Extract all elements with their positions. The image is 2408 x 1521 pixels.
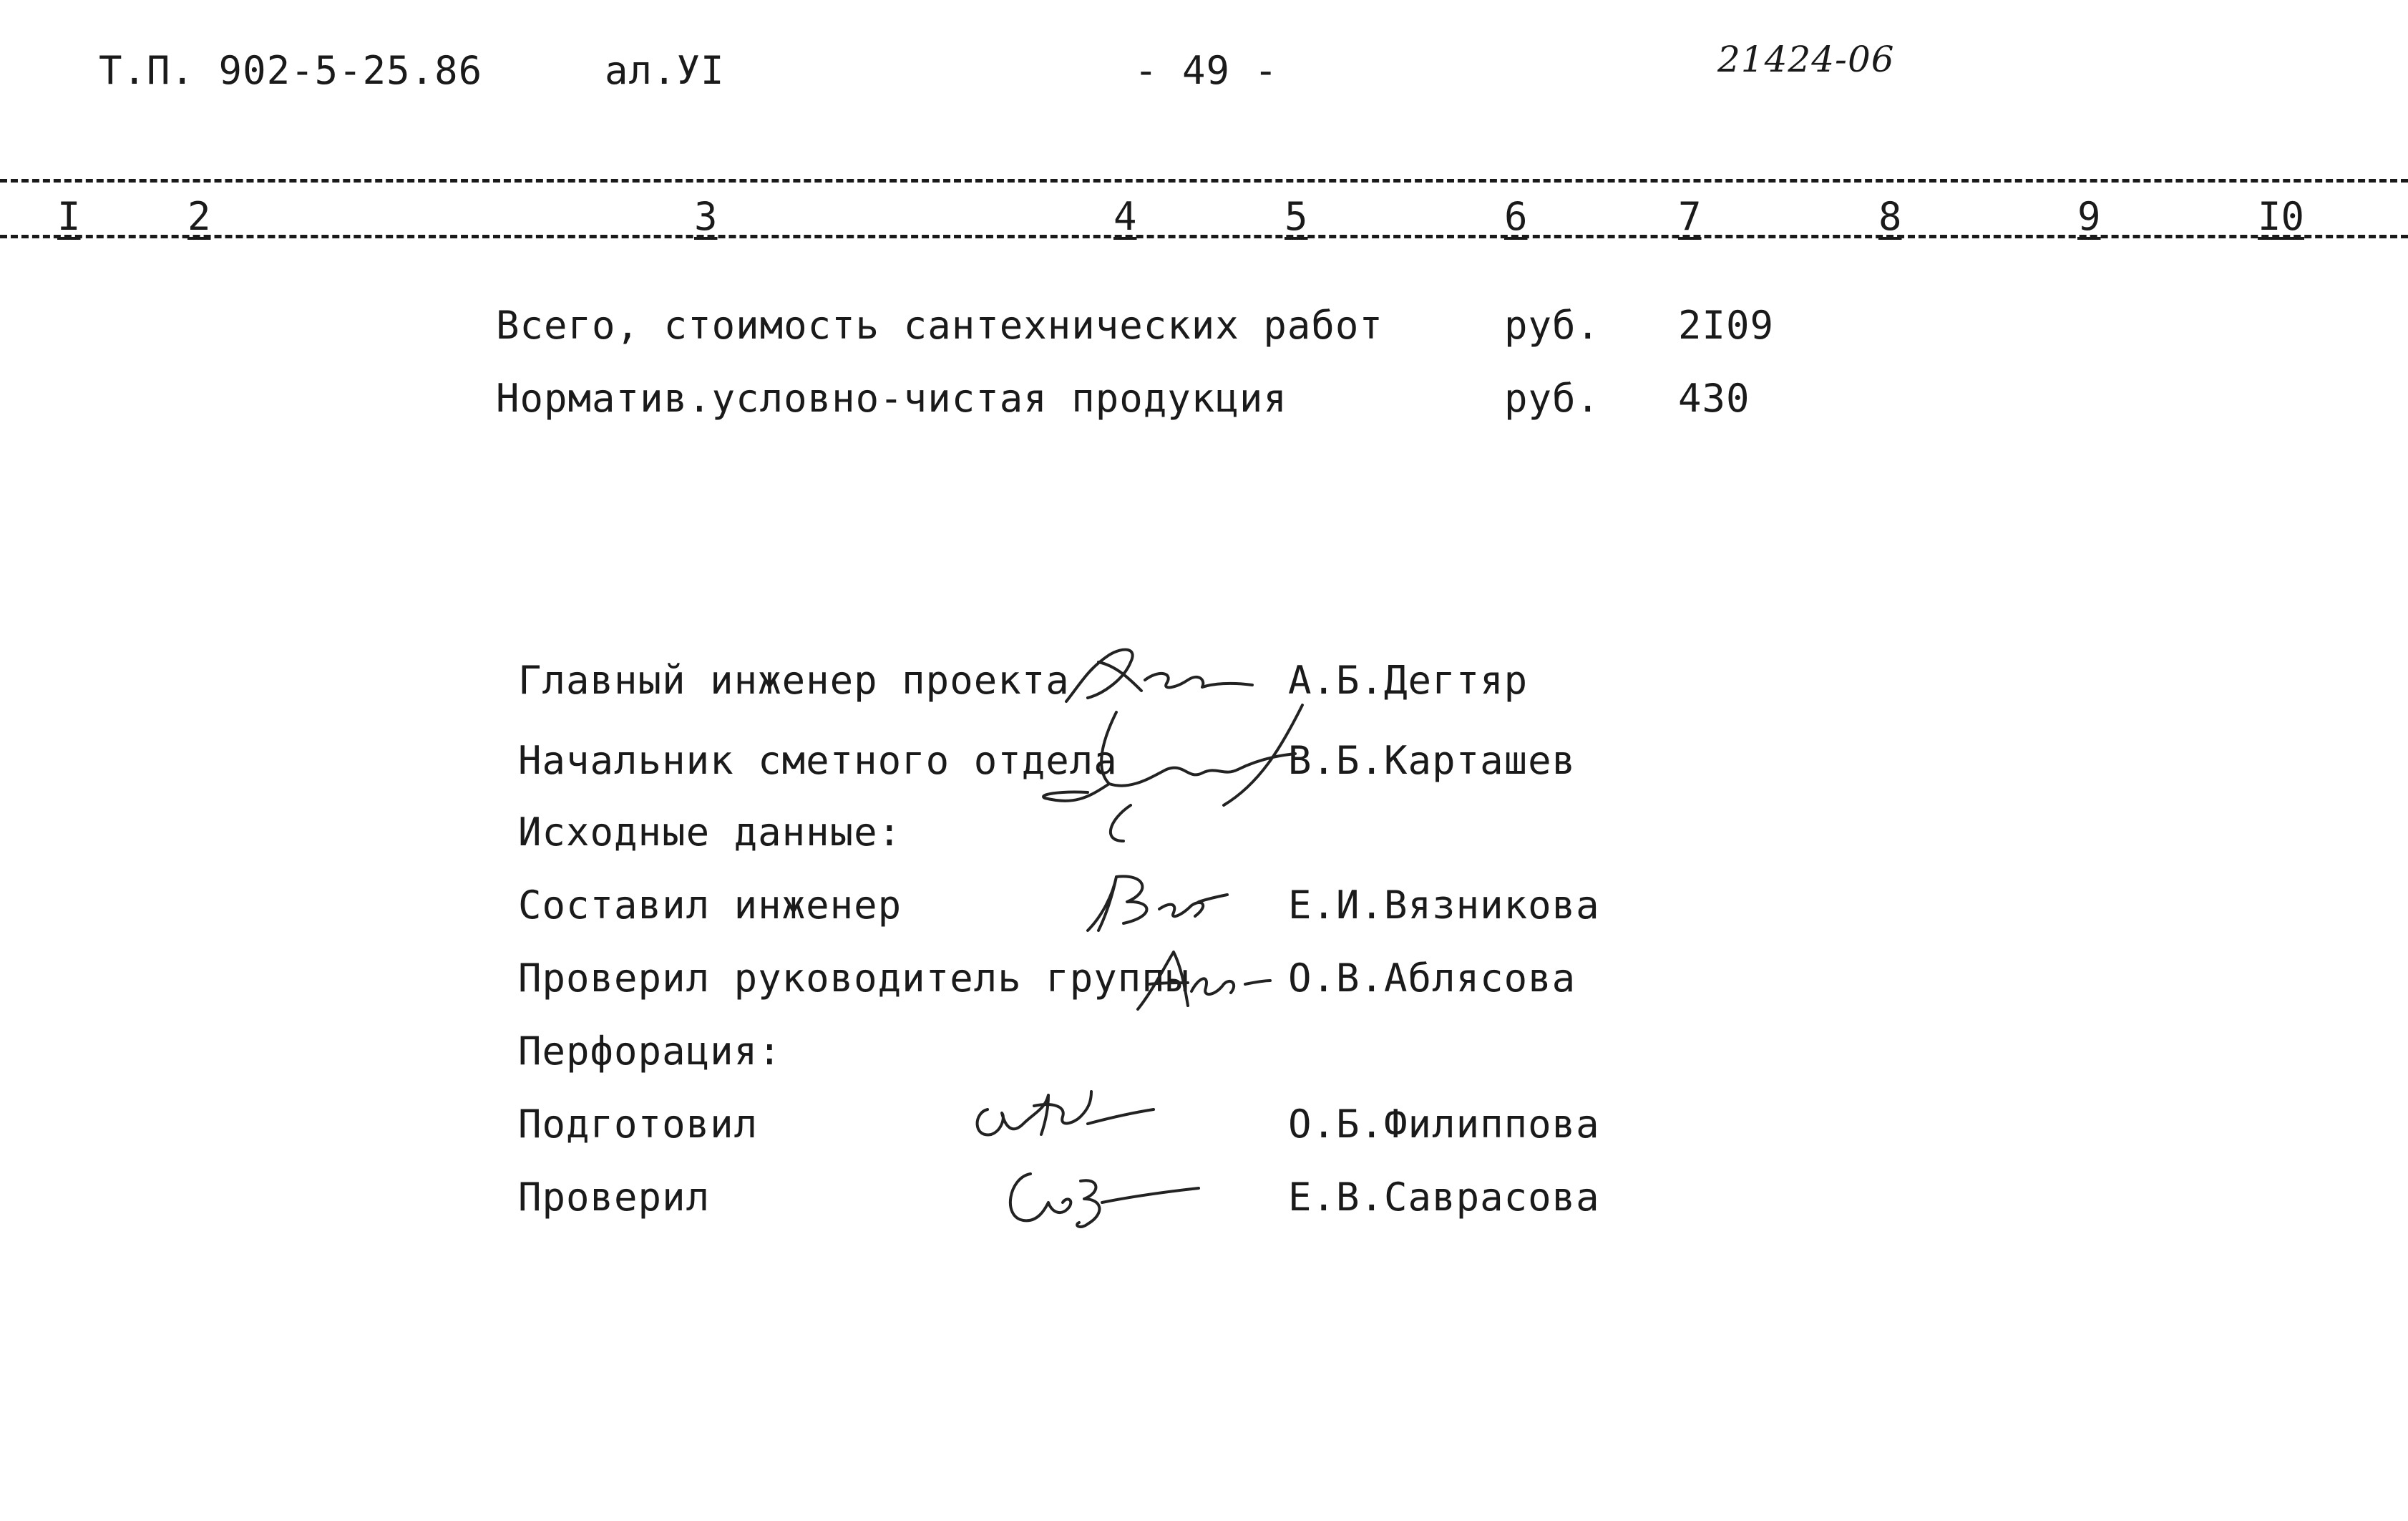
column-number: 4 <box>1113 194 1137 239</box>
album-label: ал.УI <box>605 48 725 93</box>
column-number: 2 <box>187 194 211 239</box>
column-number: 6 <box>1504 194 1528 239</box>
name-chief-engineer: А.Б.Дегтяр <box>1288 658 1529 703</box>
name-estimate-head: В.Б.Карташев <box>1288 738 1576 783</box>
column-number: I0 <box>2258 194 2305 239</box>
perforation-heading: Перфорация: <box>518 1029 782 1074</box>
total-unit: руб. <box>1504 376 1601 421</box>
signature-checked-by-lead <box>1131 941 1274 1020</box>
total-value: 2I09 <box>1678 303 1775 348</box>
name-prepared-by: О.Б.Филиппова <box>1288 1102 1600 1147</box>
total-unit: руб. <box>1504 303 1601 348</box>
role-chief-engineer: Главный инженер проекта <box>518 658 1070 703</box>
handwritten-number: 21424-06 <box>1717 39 1895 80</box>
total-label: Норматив.условно-чистая продукция <box>496 376 1287 421</box>
column-number: 7 <box>1678 194 1702 239</box>
column-number: 8 <box>1878 194 1902 239</box>
role-checked-by-lead: Проверил руководитель группы <box>518 956 1190 1001</box>
role-checked-by: Проверил <box>518 1175 711 1220</box>
signature-compiled-by <box>1073 866 1231 945</box>
name-checked-by: Е.В.Саврасова <box>1288 1175 1600 1220</box>
total-label: Всего, стоимость сантехнических работ <box>496 303 1383 348</box>
column-number: I <box>57 194 81 239</box>
total-value: 430 <box>1678 376 1750 421</box>
signature-estimate-head <box>1030 698 1331 848</box>
column-number: 3 <box>694 194 718 239</box>
source-data-heading: Исходные данные: <box>518 810 902 855</box>
name-checked-by-lead: О.В.Аблясова <box>1288 956 1576 1001</box>
column-number: 9 <box>2077 194 2101 239</box>
column-header-bottom-rule <box>0 235 2408 238</box>
document-code: Т.П. 902-5-25.86 <box>99 48 483 93</box>
page-number: - 49 - <box>1134 48 1279 93</box>
role-prepared-by: Подготовил <box>518 1102 759 1147</box>
column-header-top-rule <box>0 179 2408 183</box>
column-number: 5 <box>1285 194 1308 239</box>
role-estimate-head: Начальник сметного отдела <box>518 738 1118 783</box>
name-compiled-by: Е.И.Вязникова <box>1288 883 1600 928</box>
role-compiled-by: Составил инженер <box>518 883 902 928</box>
signature-checked-by <box>995 1160 1202 1238</box>
signature-prepared-by <box>966 1074 1159 1152</box>
